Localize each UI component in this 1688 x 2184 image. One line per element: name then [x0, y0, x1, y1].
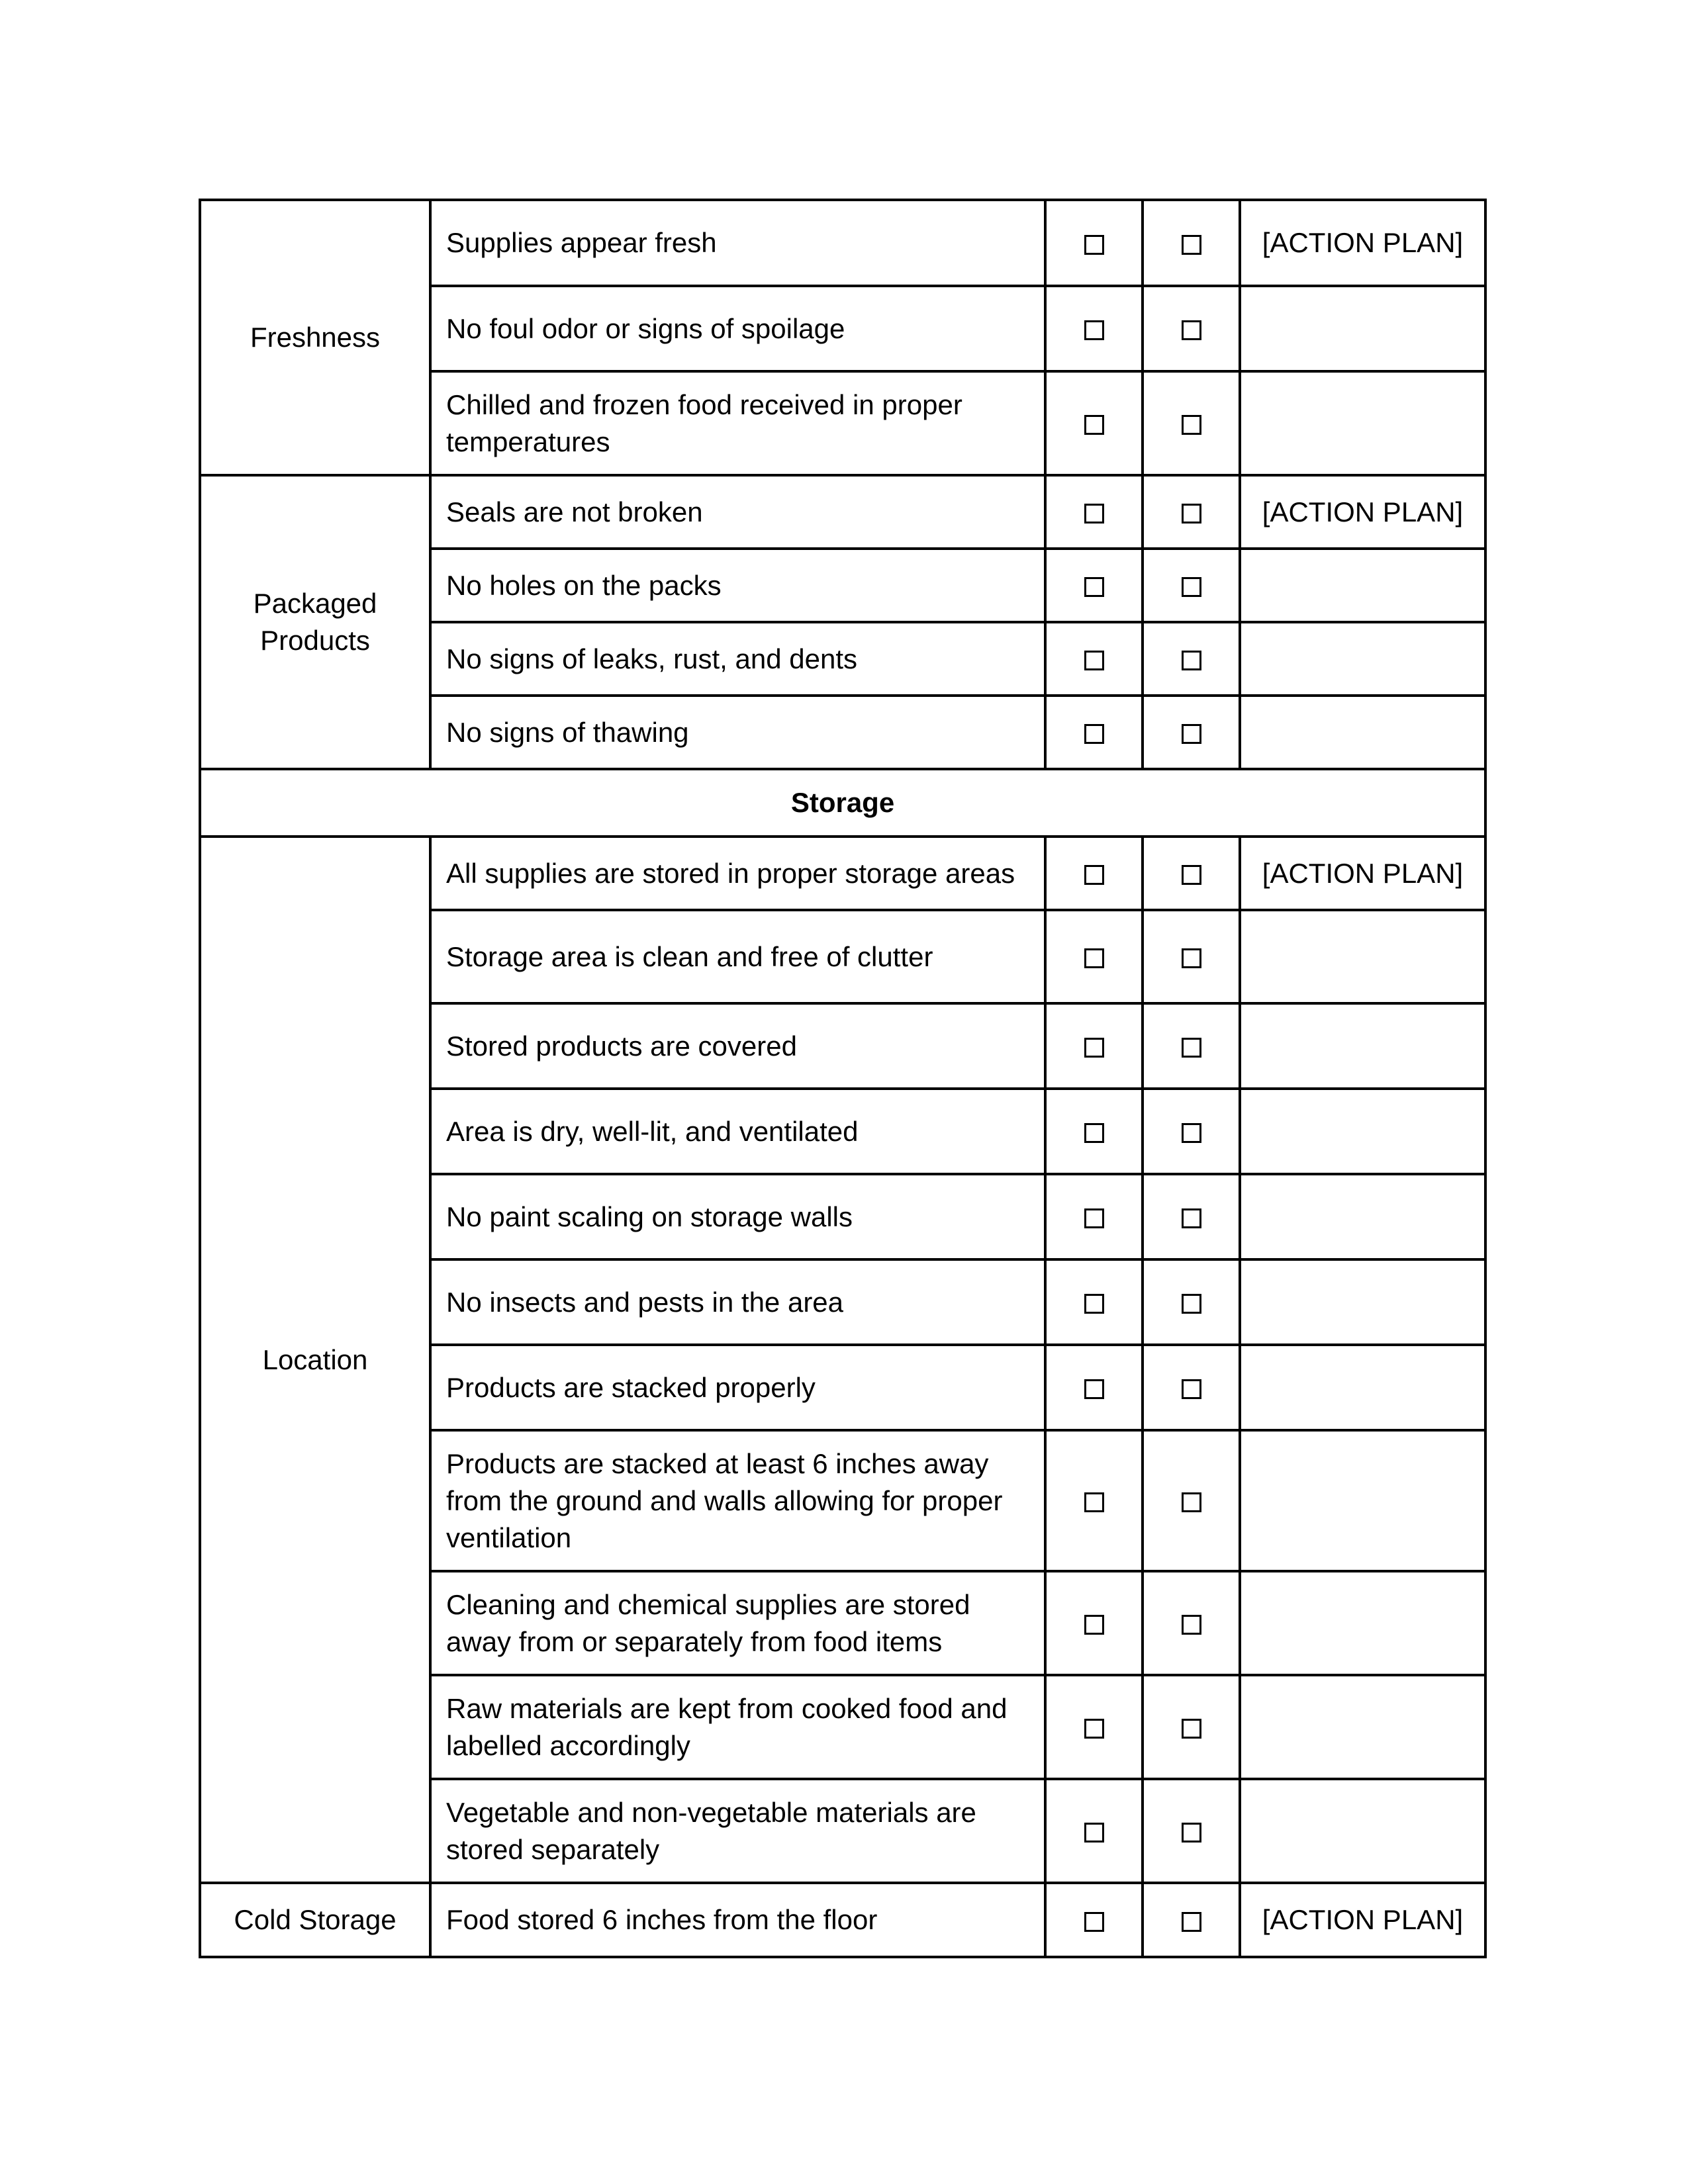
checkbox-icon	[1182, 1912, 1201, 1932]
no-checkbox[interactable]	[1143, 286, 1240, 371]
yes-checkbox[interactable]	[1045, 1883, 1143, 1957]
checklist-item: No insects and pests in the area	[430, 1259, 1045, 1345]
checkbox-icon	[1182, 1208, 1201, 1228]
action-plan-cell[interactable]	[1240, 1345, 1485, 1430]
no-checkbox[interactable]	[1143, 1345, 1240, 1430]
yes-checkbox[interactable]	[1045, 837, 1143, 910]
checkbox-icon	[1084, 235, 1104, 255]
checklist-item: Products are stacked properly	[430, 1345, 1045, 1430]
checkbox-icon	[1084, 1208, 1104, 1228]
checkbox-icon	[1084, 651, 1104, 670]
no-checkbox[interactable]	[1143, 1675, 1240, 1779]
checkbox-icon	[1182, 1615, 1201, 1635]
action-plan-cell[interactable]: [ACTION PLAN]	[1240, 1883, 1485, 1957]
no-checkbox[interactable]	[1143, 1174, 1240, 1259]
checkbox-icon	[1084, 1492, 1104, 1512]
checkbox-icon	[1182, 1492, 1201, 1512]
checkbox-icon	[1182, 577, 1201, 597]
yes-checkbox[interactable]	[1045, 1779, 1143, 1883]
category-packaged-products: Packaged Products	[200, 475, 430, 769]
no-checkbox[interactable]	[1143, 475, 1240, 549]
action-plan-cell[interactable]	[1240, 1571, 1485, 1675]
checkbox-icon	[1182, 865, 1201, 885]
category-freshness: Freshness	[200, 200, 430, 475]
checklist-item: Supplies appear fresh	[430, 200, 1045, 286]
action-plan-cell[interactable]	[1240, 1174, 1485, 1259]
no-checkbox[interactable]	[1143, 1430, 1240, 1571]
checkbox-icon	[1084, 1912, 1104, 1932]
action-plan-cell[interactable]	[1240, 696, 1485, 769]
no-checkbox[interactable]	[1143, 622, 1240, 696]
checklist-item: All supplies are stored in proper storage areas	[430, 837, 1045, 910]
checkbox-icon	[1182, 1823, 1201, 1843]
checkbox-icon	[1084, 1123, 1104, 1143]
checklist-item: No paint scaling on storage walls	[430, 1174, 1045, 1259]
checklist-item: Area is dry, well-lit, and ventilated	[430, 1089, 1045, 1174]
checkbox-icon	[1182, 320, 1201, 340]
yes-checkbox[interactable]	[1045, 1089, 1143, 1174]
checkbox-icon	[1084, 1294, 1104, 1314]
checklist-item: No foul odor or signs of spoilage	[430, 286, 1045, 371]
checklist-item: No signs of leaks, rust, and dents	[430, 622, 1045, 696]
no-checkbox[interactable]	[1143, 1259, 1240, 1345]
yes-checkbox[interactable]	[1045, 475, 1143, 549]
checklist-item: Vegetable and non-vegetable materials are stored separately	[430, 1779, 1045, 1883]
checkbox-icon	[1182, 1038, 1201, 1058]
action-plan-cell[interactable]	[1240, 1003, 1485, 1089]
checklist-item: Food stored 6 inches from the floor	[430, 1883, 1045, 1957]
no-checkbox[interactable]	[1143, 1779, 1240, 1883]
inspection-checklist-table	[199, 199, 1487, 1958]
yes-checkbox[interactable]	[1045, 1003, 1143, 1089]
yes-checkbox[interactable]	[1045, 549, 1143, 622]
table-row	[200, 200, 1485, 286]
checkbox-icon	[1084, 1719, 1104, 1739]
yes-checkbox[interactable]	[1045, 1174, 1143, 1259]
table-row	[200, 769, 1485, 837]
table-row	[200, 1883, 1485, 1957]
checkbox-icon	[1084, 724, 1104, 744]
yes-checkbox[interactable]	[1045, 1675, 1143, 1779]
yes-checkbox[interactable]	[1045, 1571, 1143, 1675]
no-checkbox[interactable]	[1143, 837, 1240, 910]
action-plan-cell[interactable]: [ACTION PLAN]	[1240, 475, 1485, 549]
checkbox-icon	[1182, 948, 1201, 968]
no-checkbox[interactable]	[1143, 1883, 1240, 1957]
action-plan-cell[interactable]: [ACTION PLAN]	[1240, 200, 1485, 286]
checklist-item: Products are stacked at least 6 inches away from the ground and walls allowing for proper ventilation	[430, 1430, 1045, 1571]
no-checkbox[interactable]	[1143, 696, 1240, 769]
checkbox-icon	[1084, 865, 1104, 885]
yes-checkbox[interactable]	[1045, 1259, 1143, 1345]
checkbox-icon	[1084, 1038, 1104, 1058]
yes-checkbox[interactable]	[1045, 371, 1143, 475]
checkbox-icon	[1084, 1379, 1104, 1399]
action-plan-cell[interactable]	[1240, 1089, 1485, 1174]
checkbox-icon	[1084, 1823, 1104, 1843]
action-plan-cell[interactable]	[1240, 1779, 1485, 1883]
checklist-item: Stored products are covered	[430, 1003, 1045, 1089]
checklist-item: No signs of thawing	[430, 696, 1045, 769]
checkbox-icon	[1182, 651, 1201, 670]
no-checkbox[interactable]	[1143, 910, 1240, 1003]
checkbox-icon	[1182, 235, 1201, 255]
checkbox-icon	[1182, 504, 1201, 523]
yes-checkbox[interactable]	[1045, 1430, 1143, 1571]
action-plan-cell[interactable]	[1240, 286, 1485, 371]
checklist-item: Raw materials are kept from cooked food and labelled accordingly	[430, 1675, 1045, 1779]
table-row	[200, 837, 1485, 910]
action-plan-cell[interactable]	[1240, 549, 1485, 622]
checklist-item: Storage area is clean and free of clutter	[430, 910, 1045, 1003]
yes-checkbox[interactable]	[1045, 910, 1143, 1003]
category-location: Location	[200, 837, 430, 1883]
no-checkbox[interactable]	[1143, 1089, 1240, 1174]
checkbox-icon	[1084, 415, 1104, 435]
section-header-storage: Storage	[200, 769, 1485, 837]
checkbox-icon	[1182, 415, 1201, 435]
checklist-item: Cleaning and chemical supplies are stored away from or separately from food items	[430, 1571, 1045, 1675]
yes-checkbox[interactable]	[1045, 200, 1143, 286]
action-plan-cell[interactable]	[1240, 1675, 1485, 1779]
checkbox-icon	[1182, 724, 1201, 744]
checkbox-icon	[1084, 320, 1104, 340]
yes-checkbox[interactable]	[1045, 622, 1143, 696]
checklist-item: Chilled and frozen food received in proper temperatures	[430, 371, 1045, 475]
yes-checkbox[interactable]	[1045, 1345, 1143, 1430]
category-cold-storage: Cold Storage	[200, 1883, 430, 1957]
no-checkbox[interactable]	[1143, 371, 1240, 475]
checkbox-icon	[1182, 1719, 1201, 1739]
checklist-item: Seals are not broken	[430, 475, 1045, 549]
no-checkbox[interactable]	[1143, 1571, 1240, 1675]
checkbox-icon	[1182, 1123, 1201, 1143]
action-plan-cell[interactable]	[1240, 371, 1485, 475]
action-plan-cell[interactable]	[1240, 622, 1485, 696]
yes-checkbox[interactable]	[1045, 696, 1143, 769]
checkbox-icon	[1084, 577, 1104, 597]
checkbox-icon	[1084, 1615, 1104, 1635]
action-plan-cell[interactable]: [ACTION PLAN]	[1240, 837, 1485, 910]
no-checkbox[interactable]	[1143, 1003, 1240, 1089]
checklist-item: No holes on the packs	[430, 549, 1045, 622]
action-plan-cell[interactable]	[1240, 910, 1485, 1003]
table-row	[200, 475, 1485, 549]
checkbox-icon	[1182, 1294, 1201, 1314]
no-checkbox[interactable]	[1143, 200, 1240, 286]
no-checkbox[interactable]	[1143, 549, 1240, 622]
yes-checkbox[interactable]	[1045, 286, 1143, 371]
action-plan-cell[interactable]	[1240, 1259, 1485, 1345]
checkbox-icon	[1084, 504, 1104, 523]
checkbox-icon	[1084, 948, 1104, 968]
checkbox-icon	[1182, 1379, 1201, 1399]
action-plan-cell[interactable]	[1240, 1430, 1485, 1571]
